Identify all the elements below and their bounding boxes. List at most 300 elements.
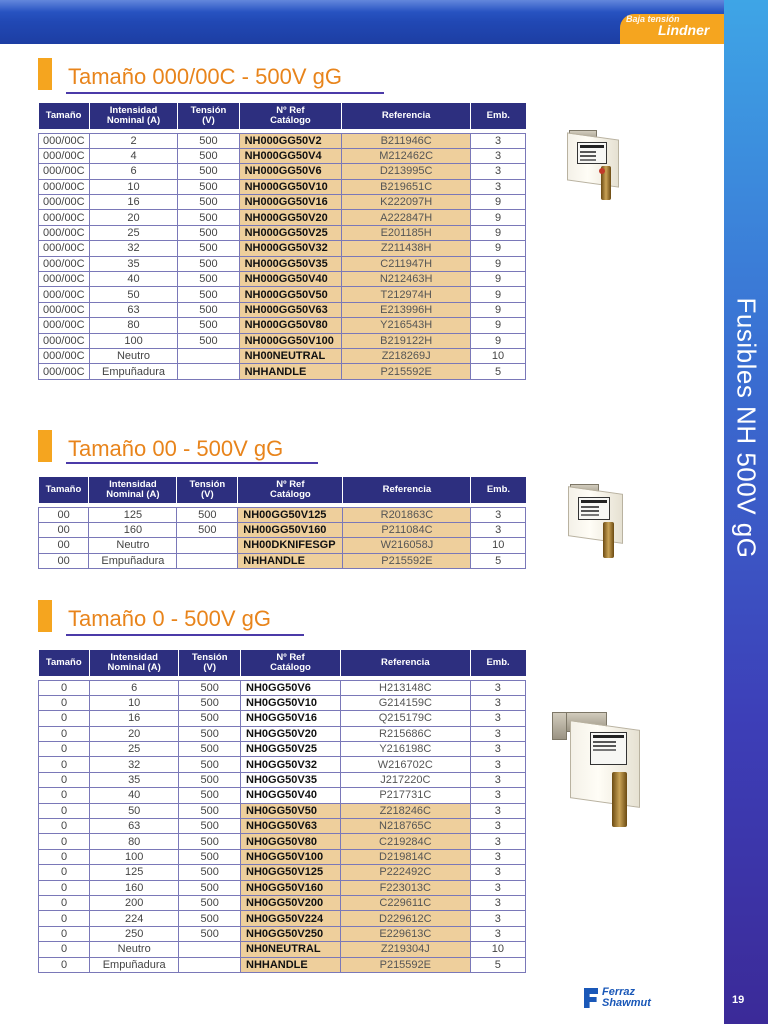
cell-voltage: 500 — [177, 507, 238, 522]
cell-pack: 3 — [470, 895, 525, 910]
page-number: 19 — [732, 994, 745, 1006]
section-accent-bar — [38, 600, 52, 632]
cell-current: 16 — [90, 711, 179, 726]
header-size-text: Tamaño — [45, 110, 82, 121]
cell-pack: 3 — [470, 926, 525, 941]
cell-pack: 3 — [470, 819, 525, 834]
table-row — [39, 164, 526, 179]
table-row — [39, 225, 526, 240]
header-voltage — [179, 650, 241, 676]
cell-pack: 3 — [470, 711, 525, 726]
cell-current: 40 — [90, 788, 179, 803]
table-row — [39, 895, 526, 910]
cell-catalog-ref: NH0GG50V125 — [241, 865, 341, 880]
header-current-text: Intensidad — [109, 479, 157, 490]
table-row — [39, 819, 526, 834]
cell-reference: E213996H — [342, 302, 471, 317]
cell-pack: 3 — [470, 680, 525, 695]
cell-catalog-ref: NH00GG50V160 — [238, 522, 343, 537]
cell-size: 0 — [39, 803, 90, 818]
cell-pack: 3 — [471, 522, 526, 537]
cell-voltage: 500 — [178, 179, 239, 194]
cell-current: Empuñadura — [90, 957, 179, 972]
cell-catalog-ref: NH000GG50V20 — [239, 210, 342, 225]
cell-reference: D219814C — [340, 849, 470, 864]
cell-pack: 3 — [470, 726, 525, 741]
cell-current: 6 — [90, 680, 179, 695]
table-row — [39, 942, 526, 957]
header-voltage-text: Tensión — [190, 105, 227, 116]
header-voltage — [178, 103, 239, 129]
cell-reference: P215592E — [342, 364, 471, 379]
cell-catalog-ref: NH000GG50V100 — [239, 333, 342, 348]
nh-fuse-00-icon — [555, 482, 639, 577]
cell-reference: J217220C — [340, 772, 470, 787]
cell-catalog-ref: NH0GG50V160 — [241, 880, 341, 895]
cell-size: 0 — [39, 695, 90, 710]
cell-catalog-ref: NH000GG50V32 — [239, 241, 342, 256]
table-row — [39, 302, 526, 317]
cell-reference: C211947H — [342, 256, 471, 271]
cell-current: 80 — [89, 318, 178, 333]
fuse-blade — [603, 522, 614, 558]
cell-reference: Q215179C — [340, 711, 470, 726]
cell-size: 000/00C — [39, 364, 90, 379]
header-catalog-ref-text: Nº Ref — [276, 105, 305, 116]
cell-voltage: 500 — [179, 788, 241, 803]
header-catalog-ref — [239, 103, 342, 129]
table-header-row — [39, 650, 526, 676]
cell-reference: Z219304J — [340, 942, 470, 957]
cell-catalog-ref: NHHANDLE — [238, 553, 343, 568]
cell-voltage: 500 — [179, 680, 241, 695]
cell-catalog-ref: NH0GG50V25 — [241, 742, 341, 757]
cell-reference: P217731C — [340, 788, 470, 803]
table-row — [39, 287, 526, 302]
cell-size: 000/00C — [39, 164, 90, 179]
cell-size: 0 — [39, 742, 90, 757]
fuse-blade — [612, 772, 627, 827]
header-size-text: Tamaño — [45, 657, 82, 668]
cell-reference: C229611C — [340, 895, 470, 910]
fuse-label — [577, 142, 607, 164]
cell-reference: Y216543H — [342, 318, 471, 333]
cell-pack: 9 — [471, 225, 526, 240]
cell-pack: 10 — [471, 538, 526, 553]
cell-voltage: 500 — [179, 803, 241, 818]
cell-reference: Z211438H — [342, 241, 471, 256]
cell-size: 00 — [39, 538, 89, 553]
cell-catalog-ref: NH000GG50V4 — [239, 148, 342, 163]
table-row — [39, 695, 526, 710]
cell-size: 0 — [39, 911, 90, 926]
cell-current: 10 — [89, 179, 178, 194]
footer-logo — [584, 985, 692, 1011]
cell-size: 000/00C — [39, 287, 90, 302]
cell-pack: 3 — [471, 164, 526, 179]
header-pack-text: Emb. — [486, 110, 510, 121]
cell-pack: 3 — [471, 507, 526, 522]
cell-size: 0 — [39, 865, 90, 880]
cell-size: 000/00C — [39, 272, 90, 287]
table-row — [39, 538, 526, 553]
cell-reference: W216058J — [343, 538, 471, 553]
cell-pack: 3 — [470, 911, 525, 926]
table-row — [39, 522, 526, 537]
brand-tagline: Baja tensión — [626, 14, 680, 24]
cell-size: 0 — [39, 942, 90, 957]
brand-name: Lindner — [658, 22, 710, 38]
section-title-underline — [66, 462, 318, 464]
cell-pack: 5 — [470, 957, 525, 972]
cell-current: Neutro — [89, 538, 177, 553]
cell-pack: 3 — [470, 849, 525, 864]
cell-catalog-ref: NH0GG50V20 — [241, 726, 341, 741]
cell-catalog-ref: NH000GG50V50 — [239, 287, 342, 302]
cell-current: 63 — [89, 302, 178, 317]
header-reference-text: Referencia — [381, 110, 431, 121]
cell-size: 0 — [39, 880, 90, 895]
cell-voltage: 500 — [178, 133, 239, 148]
cell-current: 10 — [90, 695, 179, 710]
header-band — [0, 0, 724, 44]
cell-current: 32 — [89, 241, 178, 256]
table-row — [39, 757, 526, 772]
cell-size: 000/00C — [39, 256, 90, 271]
cell-catalog-ref: NH00GG50V125 — [238, 507, 343, 522]
cell-voltage — [178, 348, 239, 363]
cell-current: 4 — [89, 148, 178, 163]
cell-voltage: 500 — [178, 210, 239, 225]
cell-catalog-ref: NH0GG50V63 — [241, 819, 341, 834]
cell-catalog-ref: NH000GG50V2 — [239, 133, 342, 148]
cell-current: 40 — [89, 272, 178, 287]
section-accent-bar — [38, 58, 52, 90]
cell-reference: Z218246C — [340, 803, 470, 818]
header-voltage-text: Tensión — [191, 652, 228, 663]
fuse-indicator — [599, 168, 605, 174]
header-pack — [471, 103, 526, 129]
header-catalog-ref-text: Nº Ref — [276, 479, 305, 490]
table-row — [39, 834, 526, 849]
cell-current: 224 — [90, 911, 179, 926]
cell-size: 000/00C — [39, 225, 90, 240]
cell-voltage: 500 — [178, 164, 239, 179]
cell-catalog-ref: NH000GG50V80 — [239, 318, 342, 333]
sidebar-title: Fusibles NH 500V gG — [731, 297, 762, 559]
cell-reference: B219122H — [342, 333, 471, 348]
cell-catalog-ref: NH0GG50V32 — [241, 757, 341, 772]
cell-catalog-ref: NH0GG50V40 — [241, 788, 341, 803]
cell-current: 63 — [90, 819, 179, 834]
header-current — [89, 103, 178, 129]
cell-size: 0 — [39, 726, 90, 741]
cell-catalog-ref: NH0GG50V10 — [241, 695, 341, 710]
cell-reference: M212462C — [342, 148, 471, 163]
cell-pack: 3 — [470, 880, 525, 895]
cell-reference: K222097H — [342, 195, 471, 210]
cell-reference: G214159C — [340, 695, 470, 710]
cell-pack: 3 — [470, 803, 525, 818]
cell-catalog-ref: NH0GG50V50 — [241, 803, 341, 818]
cell-pack: 3 — [470, 834, 525, 849]
header-catalog-ref-text: Catálogo — [270, 115, 311, 126]
header-size-text: Tamaño — [45, 484, 82, 495]
table-row — [39, 507, 526, 522]
cell-voltage — [177, 538, 238, 553]
cell-reference: A222847H — [342, 210, 471, 225]
cell-current: 6 — [89, 164, 178, 179]
cell-catalog-ref: NH0GG50V6 — [241, 680, 341, 695]
cell-pack: 9 — [471, 256, 526, 271]
table-row — [39, 926, 526, 941]
cell-pack: 5 — [471, 553, 526, 568]
cell-current: 35 — [89, 256, 178, 271]
cell-pack: 3 — [470, 772, 525, 787]
cell-size: 0 — [39, 757, 90, 772]
cell-size: 0 — [39, 895, 90, 910]
cell-voltage: 500 — [179, 742, 241, 757]
cell-current: 16 — [89, 195, 178, 210]
cell-current: 25 — [89, 225, 178, 240]
cell-reference: P215592E — [343, 553, 471, 568]
cell-size: 0 — [39, 957, 90, 972]
table-row — [39, 241, 526, 256]
cell-voltage: 500 — [178, 302, 239, 317]
cell-pack: 9 — [471, 333, 526, 348]
cell-current: 125 — [90, 865, 179, 880]
table-row — [39, 865, 526, 880]
cell-reference: D229612C — [340, 911, 470, 926]
cell-catalog-ref: NH000GG50V35 — [239, 256, 342, 271]
cell-voltage: 500 — [179, 926, 241, 941]
cell-voltage: 500 — [179, 834, 241, 849]
cell-current: 80 — [90, 834, 179, 849]
table-row — [39, 272, 526, 287]
table-row — [39, 133, 526, 148]
header-voltage-text: (V) — [203, 662, 217, 673]
cell-voltage: 500 — [177, 522, 238, 537]
header-catalog-ref-text: Nº Ref — [276, 652, 305, 663]
table-row — [39, 711, 526, 726]
cell-voltage: 500 — [179, 865, 241, 880]
cell-current: 160 — [90, 880, 179, 895]
header-reference-text: Referencia — [381, 657, 430, 668]
cell-size: 0 — [39, 819, 90, 834]
header-current-text: Nominal (A) — [107, 662, 161, 673]
cell-catalog-ref: NH000GG50V63 — [239, 302, 342, 317]
cell-reference: E201185H — [342, 225, 471, 240]
table-row — [39, 849, 526, 864]
table-row — [39, 553, 526, 568]
cell-current: 160 — [89, 522, 177, 537]
cell-current: 25 — [90, 742, 179, 757]
header-current — [90, 650, 179, 676]
header-reference-text: Referencia — [382, 484, 432, 495]
section-title-underline — [66, 92, 384, 94]
table-row — [39, 772, 526, 787]
table-row — [39, 726, 526, 741]
cell-pack: 3 — [470, 695, 525, 710]
cell-pack: 3 — [470, 757, 525, 772]
cell-voltage: 500 — [178, 148, 239, 163]
fuse-table — [38, 477, 526, 569]
cell-current: 200 — [90, 895, 179, 910]
fuse-handle-cap — [552, 712, 567, 740]
cell-pack: 3 — [471, 133, 526, 148]
fuse-label — [578, 497, 610, 520]
cell-catalog-ref: NH0GG50V200 — [241, 895, 341, 910]
table-row — [39, 788, 526, 803]
fuse-table — [38, 103, 526, 380]
cell-pack: 3 — [470, 865, 525, 880]
cell-voltage: 500 — [179, 849, 241, 864]
cell-current: 35 — [90, 772, 179, 787]
header-current-text: Intensidad — [110, 652, 158, 663]
cell-reference: R215686C — [340, 726, 470, 741]
cell-pack: 3 — [470, 742, 525, 757]
cell-reference: H213148C — [340, 680, 470, 695]
cell-reference: N218765C — [340, 819, 470, 834]
cell-size: 0 — [39, 834, 90, 849]
cell-reference: B211946C — [342, 133, 471, 148]
cell-voltage: 500 — [178, 333, 239, 348]
header-voltage — [177, 477, 238, 503]
cell-size: 0 — [39, 849, 90, 864]
section-title: Tamaño 000/00C - 500V gG — [68, 64, 342, 89]
cell-size: 000/00C — [39, 333, 90, 348]
cell-voltage: 500 — [178, 225, 239, 240]
fuse-label — [590, 732, 628, 765]
header-current-text: Nominal (A) — [106, 489, 160, 500]
cell-pack: 3 — [470, 788, 525, 803]
header-reference — [342, 103, 471, 129]
cell-reference: B219651C — [342, 179, 471, 194]
cell-catalog-ref: NH000GG50V25 — [239, 225, 342, 240]
cell-size: 000/00C — [39, 348, 90, 363]
cell-pack: 3 — [471, 179, 526, 194]
cell-reference: Z218269J — [342, 348, 471, 363]
cell-current: 20 — [90, 726, 179, 741]
table-row — [39, 210, 526, 225]
header-pack-text: Emb. — [486, 484, 511, 495]
cell-current: Neutro — [90, 942, 179, 957]
cell-voltage — [178, 364, 239, 379]
cell-size: 0 — [39, 788, 90, 803]
cell-voltage: 500 — [179, 695, 241, 710]
logo-line-2: Shawmut — [602, 997, 651, 1009]
cell-reference: D213995C — [342, 164, 471, 179]
header-catalog-ref — [238, 477, 343, 503]
table-row — [39, 195, 526, 210]
cell-voltage: 500 — [179, 911, 241, 926]
cell-voltage: 500 — [179, 880, 241, 895]
cell-size: 000/00C — [39, 210, 90, 225]
cell-current: Neutro — [89, 348, 178, 363]
cell-catalog-ref: NHHANDLE — [239, 364, 342, 379]
header-catalog-ref-text: Catálogo — [270, 489, 311, 500]
cell-current: Empuñadura — [89, 364, 178, 379]
cell-catalog-ref: NH000GG50V40 — [239, 272, 342, 287]
cell-voltage: 500 — [178, 318, 239, 333]
table-row — [39, 318, 526, 333]
cell-catalog-ref: NH0GG50V224 — [241, 911, 341, 926]
cell-reference: P222492C — [340, 865, 470, 880]
header-voltage-text: (V) — [202, 115, 215, 126]
section-title-underline — [66, 634, 304, 636]
fuse-table — [38, 650, 526, 973]
cell-current: 100 — [89, 333, 178, 348]
table-row — [39, 364, 526, 379]
cell-pack: 9 — [471, 302, 526, 317]
cell-size: 0 — [39, 711, 90, 726]
cell-pack: 9 — [471, 241, 526, 256]
cell-voltage: 500 — [179, 711, 241, 726]
cell-reference: W216702C — [340, 757, 470, 772]
cell-current: 100 — [90, 849, 179, 864]
header-size — [39, 477, 89, 503]
cell-catalog-ref: NH0GG50V80 — [241, 834, 341, 849]
cell-current: 250 — [90, 926, 179, 941]
cell-catalog-ref: NH000GG50V10 — [239, 179, 342, 194]
section-title: Tamaño 0 - 500V gG — [68, 606, 272, 631]
cell-pack: 9 — [471, 287, 526, 302]
cell-reference: F223013C — [340, 880, 470, 895]
header-size — [39, 103, 90, 129]
cell-voltage — [177, 553, 238, 568]
table-row — [39, 333, 526, 348]
cell-size: 000/00C — [39, 195, 90, 210]
cell-voltage: 500 — [179, 895, 241, 910]
cell-reference: T212974H — [342, 287, 471, 302]
cell-pack: 9 — [471, 210, 526, 225]
cell-size: 00 — [39, 553, 89, 568]
table-row — [39, 148, 526, 163]
table-row — [39, 911, 526, 926]
header-reference — [340, 650, 470, 676]
cell-pack: 9 — [471, 195, 526, 210]
cell-catalog-ref: NH000GG50V16 — [239, 195, 342, 210]
cell-size: 0 — [39, 680, 90, 695]
cell-voltage: 500 — [179, 757, 241, 772]
header-reference — [343, 477, 471, 503]
cell-catalog-ref: NH0GG50V16 — [241, 711, 341, 726]
logo-line-1: Ferraz — [602, 986, 636, 998]
cell-catalog-ref: NH0GG50V250 — [241, 926, 341, 941]
cell-size: 00 — [39, 507, 89, 522]
table-row — [39, 803, 526, 818]
cell-pack: 9 — [471, 272, 526, 287]
header-current — [89, 477, 177, 503]
header-pack-text: Emb. — [486, 657, 510, 668]
table-row — [39, 957, 526, 972]
cell-pack: 10 — [470, 942, 525, 957]
cell-size: 000/00C — [39, 133, 90, 148]
cell-pack: 3 — [471, 148, 526, 163]
cell-size: 00 — [39, 522, 89, 537]
cell-size: 0 — [39, 772, 90, 787]
cell-current: 2 — [89, 133, 178, 148]
cell-catalog-ref: NH0GG50V100 — [241, 849, 341, 864]
cell-reference: P211084C — [343, 522, 471, 537]
header-pack — [471, 477, 526, 503]
table-row — [39, 256, 526, 271]
cell-catalog-ref: NH00DKNIFESGP — [238, 538, 343, 553]
cell-reference: C219284C — [340, 834, 470, 849]
cell-current: 32 — [90, 757, 179, 772]
cell-voltage: 500 — [178, 272, 239, 287]
cell-catalog-ref: NH00NEUTRAL — [239, 348, 342, 363]
